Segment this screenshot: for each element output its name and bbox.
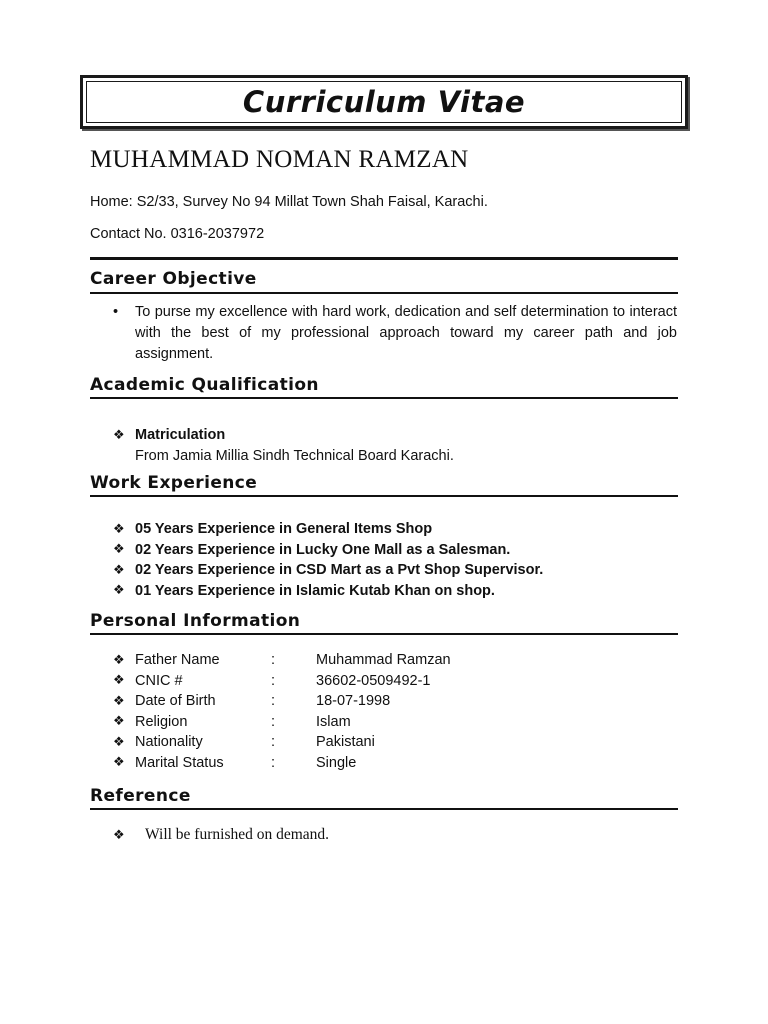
info-value: Islam [316, 713, 351, 730]
personal-rule [90, 633, 678, 635]
diamond-bullet-icon: ❖ [113, 693, 125, 709]
diamond-bullet-icon: ❖ [113, 652, 125, 668]
personal-heading: Personal Information [90, 611, 301, 631]
work-item: 01 Years Experience in Islamic Kutab Khan on shop. [135, 582, 495, 599]
work-item: 02 Years Experience in Lucky One Mall as a Salesman. [135, 541, 511, 558]
info-label: Marital Status [135, 754, 224, 771]
info-value: Single [316, 754, 357, 771]
list-item [113, 425, 454, 446]
diamond-bullet-icon: ❖ [113, 827, 125, 843]
career-objective-heading: Career Objective [90, 269, 257, 289]
diamond-bullet-icon: ❖ [113, 755, 125, 771]
info-separator: : [271, 652, 276, 669]
list-item [113, 581, 543, 602]
reference-text: Will be furnished on demand. [145, 826, 330, 843]
info-separator: : [271, 754, 276, 771]
document-title: Curriculum Vitae [242, 85, 526, 119]
diamond-bullet-icon: ❖ [113, 562, 125, 578]
career-objective-rule [90, 292, 678, 294]
info-separator: : [271, 672, 276, 689]
info-label: CNIC # [135, 672, 183, 689]
diamond-bullet-icon: ❖ [113, 542, 125, 558]
diamond-bullet-icon: ❖ [113, 673, 125, 689]
info-separator: : [271, 713, 276, 730]
reference-rule [90, 808, 678, 810]
info-value: 36602-0509492-1 [316, 672, 431, 689]
diamond-bullet-icon: ❖ [113, 427, 125, 443]
contact-number: Contact No. 0316-2037972 [90, 226, 265, 242]
academic-title: Matriculation [135, 427, 226, 444]
info-row-date-of-birth [113, 691, 451, 712]
info-value: 18-07-1998 [316, 693, 391, 710]
list-item [113, 446, 454, 467]
info-row-father-name [113, 650, 451, 671]
work-item: 02 Years Experience in CSD Mart as a Pvt Shop Supervisor. [135, 562, 544, 579]
info-label: Father Name [135, 652, 220, 669]
info-label: Religion [135, 713, 188, 730]
career-objective-item [113, 302, 677, 365]
diamond-bullet-icon: ❖ [113, 734, 125, 750]
academic-heading: Academic Qualification [90, 375, 319, 395]
info-row-cnic [113, 671, 451, 692]
applicant-name: MUHAMMAD NOMAN RAMZAN [90, 146, 469, 173]
info-row-marital-status [113, 753, 451, 774]
info-value: Muhammad Ramzan [316, 652, 451, 669]
info-label: Nationality [135, 734, 203, 751]
career-objective-text: To purse my excellence with hard work, dedication and self determination to interact with the best of my professional approach toward my career path and job assignment. [135, 304, 677, 362]
bullet-icon: • [113, 304, 119, 320]
diamond-bullet-icon: ❖ [113, 583, 125, 599]
work-item: 05 Years Experience in General Items Shop [135, 521, 433, 538]
info-row-nationality [113, 732, 451, 753]
info-row-religion [113, 712, 451, 733]
header-divider [90, 257, 678, 260]
academic-rule [90, 397, 678, 399]
list-item [113, 560, 543, 581]
work-rule [90, 495, 678, 497]
work-list [113, 519, 543, 601]
diamond-bullet-icon: ❖ [113, 714, 125, 730]
home-address: Home: S2/33, Survey No 94 Millat Town Shah Faisal, Karachi. [90, 194, 488, 210]
academic-list [113, 425, 454, 466]
work-heading: Work Experience [90, 473, 258, 493]
info-separator: : [271, 734, 276, 751]
list-item [113, 519, 543, 540]
list-item [113, 540, 543, 561]
info-separator: : [271, 693, 276, 710]
personal-info-list [113, 650, 451, 773]
info-label: Date of Birth [135, 693, 216, 710]
info-value: Pakistani [316, 734, 375, 751]
diamond-bullet-icon: ❖ [113, 521, 125, 537]
reference-item [113, 826, 329, 844]
title-box [80, 75, 688, 129]
academic-detail: From Jamia Millia Sindh Technical Board Karachi. [135, 447, 454, 464]
reference-heading: Reference [90, 786, 191, 806]
